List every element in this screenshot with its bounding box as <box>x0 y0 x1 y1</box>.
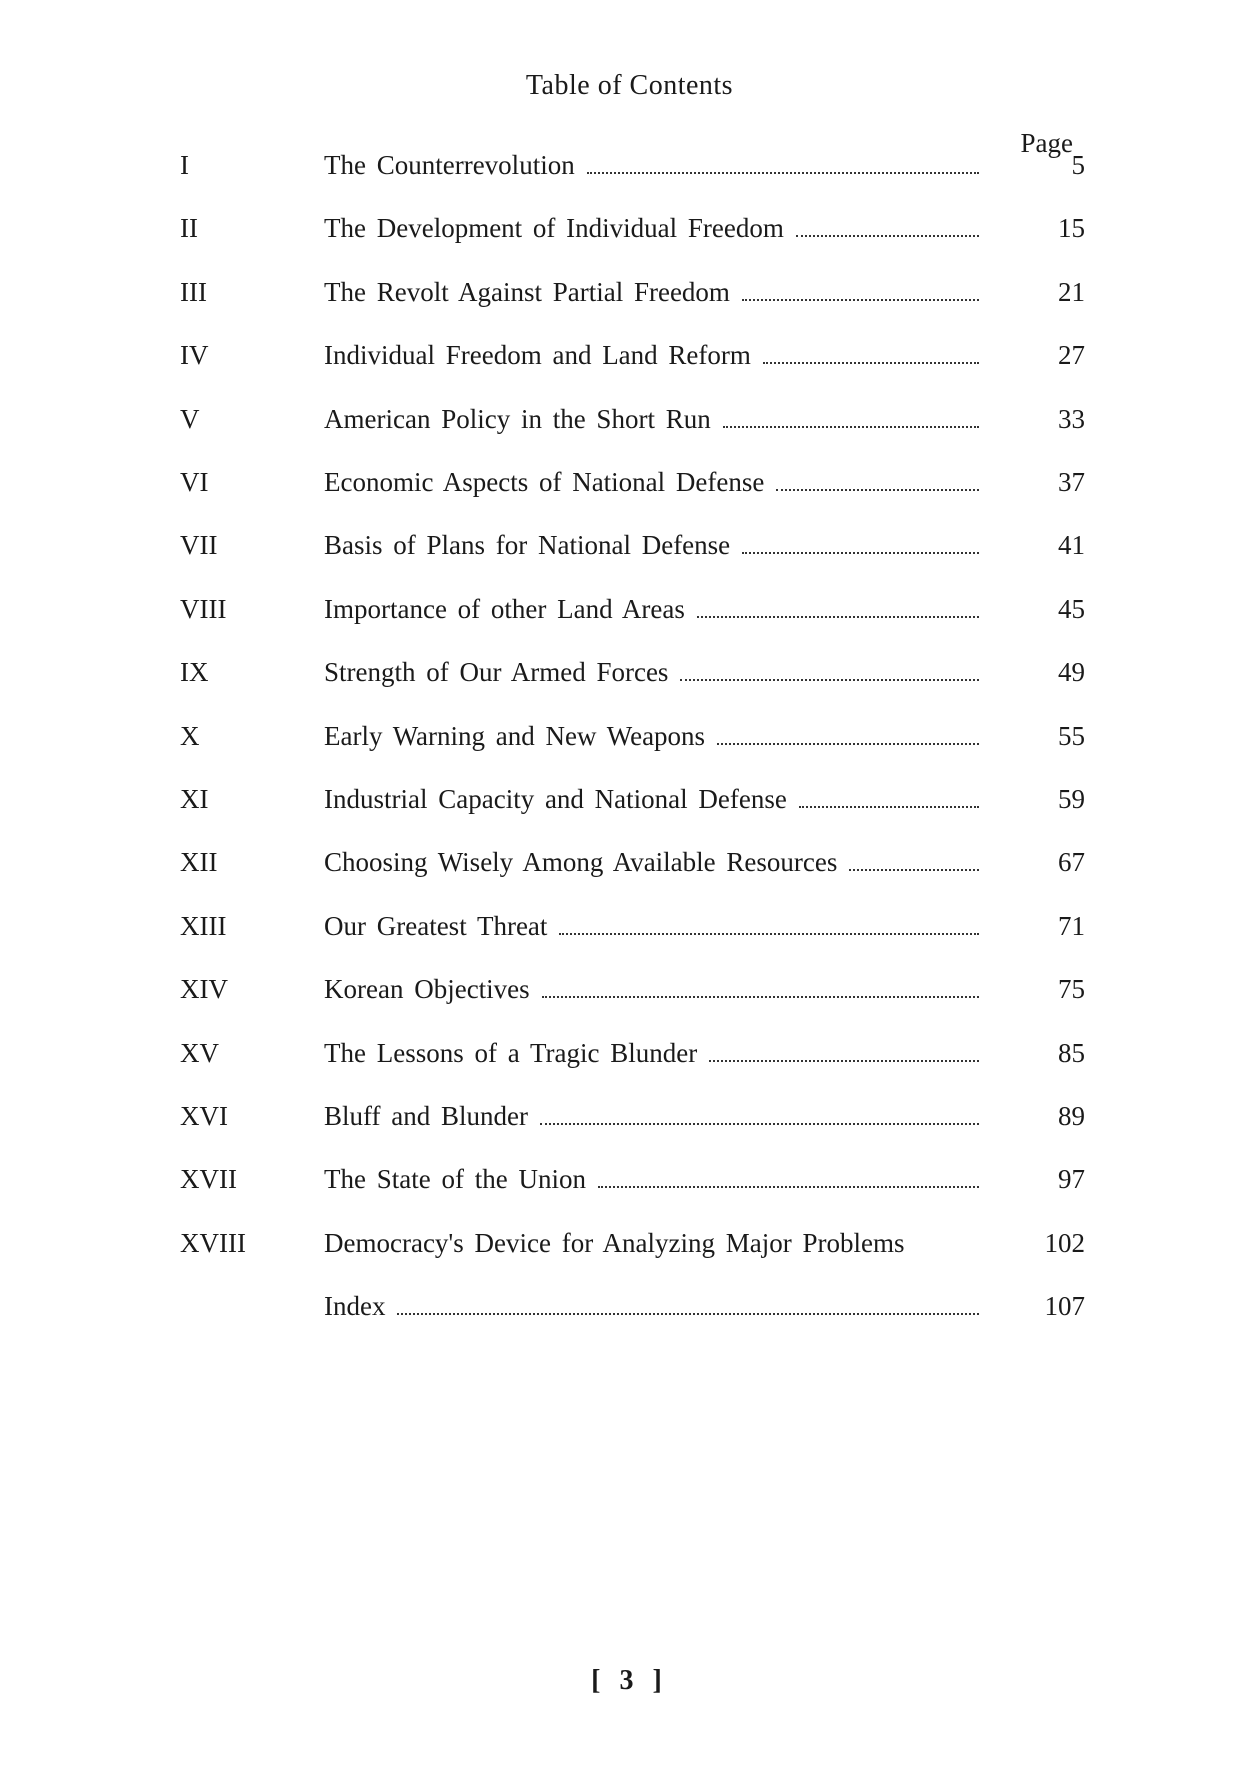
chapter-page-number: 45 <box>1058 593 1085 624</box>
toc-entry <box>0 779 1259 819</box>
toc-entry <box>0 399 1259 439</box>
chapter-title-with-leader <box>324 208 979 248</box>
chapter-numeral: VIII <box>180 593 227 624</box>
chapter-numeral: XVIII <box>180 1227 246 1258</box>
chapter-title-with-leader <box>324 589 979 629</box>
chapter-page-number: 75 <box>1058 974 1085 1005</box>
dot-leader <box>776 488 979 491</box>
dot-leader <box>742 298 979 301</box>
dot-leader <box>587 171 979 174</box>
chapter-numeral: XIV <box>180 974 228 1005</box>
dot-leader <box>397 1312 979 1315</box>
chapter-numeral: V <box>180 403 200 434</box>
chapter-numeral: XI <box>180 784 209 814</box>
chapter-title: The Revolt Against Partial Freedom <box>324 276 730 307</box>
chapter-title: Industrial Capacity and National Defense <box>324 784 787 814</box>
chapter-title: American Policy in the Short Run <box>324 403 711 434</box>
toc-entry <box>0 1223 1259 1263</box>
chapter-title: Early Warning and New Weapons <box>324 720 706 751</box>
chapter-page-number: 33 <box>1058 403 1085 434</box>
chapter-title-with-leader <box>324 462 979 502</box>
chapter-numeral: XV <box>180 1037 219 1068</box>
chapter-page-number: 15 <box>1058 213 1085 244</box>
toc-entry <box>0 1096 1259 1136</box>
chapter-title: The Lessons of a Tragic Blunder <box>324 1037 698 1068</box>
chapter-title: Individual Freedom and Land Reform <box>324 340 751 371</box>
chapter-numeral: IX <box>180 657 209 688</box>
chapter-title-with-leader <box>324 1223 979 1263</box>
toc-entry <box>0 652 1259 692</box>
chapter-title: Our Greatest Threat <box>324 910 548 941</box>
chapter-page-number: 41 <box>1058 530 1085 561</box>
dot-leader <box>540 1122 979 1125</box>
chapter-title-with-leader <box>324 272 979 312</box>
chapter-title-with-leader <box>324 779 979 819</box>
toc-entry <box>0 272 1259 312</box>
chapter-title: Democracy's Device for Analyzing Major Problems <box>324 1227 905 1258</box>
chapter-title: The State of the Union <box>324 1164 586 1195</box>
dot-leader <box>697 615 979 618</box>
chapter-title-with-leader <box>324 906 979 946</box>
toc-entry <box>0 1159 1259 1199</box>
dot-leader <box>742 551 979 554</box>
toc-entry <box>0 1033 1259 1073</box>
page-title: Table of Contents <box>525 70 734 101</box>
chapter-numeral: X <box>180 720 200 751</box>
chapter-title: Korean Objectives <box>324 974 530 1005</box>
chapter-page-number: 85 <box>1058 1037 1085 1068</box>
chapter-title: Index <box>324 1291 386 1322</box>
toc-entry <box>0 716 1259 756</box>
chapter-page-number: 67 <box>1058 847 1085 878</box>
chapter-title-with-leader <box>324 652 979 692</box>
chapter-numeral: VI <box>180 467 209 497</box>
chapter-title-with-leader <box>324 145 979 185</box>
dot-leader <box>680 678 979 681</box>
chapter-numeral: VII <box>180 530 218 561</box>
dot-leader <box>763 361 979 364</box>
chapter-page-number: 102 <box>1044 1227 1085 1258</box>
dot-leader <box>598 1185 979 1188</box>
chapter-page-number: 107 <box>1044 1291 1085 1322</box>
chapter-page-number: 21 <box>1058 276 1085 307</box>
chapter-page-number: 5 <box>1071 150 1085 180</box>
toc-entry <box>0 335 1259 375</box>
chapter-title-with-leader <box>324 716 979 756</box>
chapter-numeral: I <box>180 150 189 180</box>
chapter-title-with-leader <box>324 1033 979 1073</box>
chapter-numeral: XIII <box>180 910 227 941</box>
chapter-page-number: 27 <box>1058 340 1085 371</box>
chapter-title: Basis of Plans for National Defense <box>324 530 731 561</box>
chapter-page-number: 55 <box>1058 720 1085 751</box>
chapter-title-with-leader <box>324 1159 979 1199</box>
chapter-page-number: 71 <box>1058 910 1085 941</box>
chapter-numeral: II <box>180 213 198 244</box>
dot-leader <box>723 425 979 428</box>
chapter-page-number: 37 <box>1058 467 1085 497</box>
chapter-numeral: XII <box>180 847 218 878</box>
chapter-page-number: 97 <box>1058 1164 1085 1195</box>
dot-leader <box>717 742 979 745</box>
chapter-numeral: IV <box>180 340 209 371</box>
chapter-title: The Development of Individual Freedom <box>324 213 784 244</box>
chapter-page-number: 89 <box>1058 1101 1085 1131</box>
toc-entry <box>0 969 1259 1009</box>
chapter-title-with-leader <box>324 1096 979 1136</box>
chapter-title-with-leader <box>324 842 979 882</box>
chapter-page-number: 59 <box>1058 784 1085 814</box>
toc-entry <box>0 589 1259 629</box>
dot-leader <box>542 995 979 998</box>
toc-entry <box>0 1286 1259 1326</box>
chapter-title: The Counterrevolution <box>324 150 575 180</box>
chapter-title-with-leader <box>324 525 979 565</box>
chapter-title: Choosing Wisely Among Available Resources <box>324 847 838 878</box>
dot-leader <box>796 234 979 237</box>
page-column-heading: Page <box>1020 128 1073 158</box>
chapter-title: Importance of other Land Areas <box>324 593 685 624</box>
toc-entry <box>0 525 1259 565</box>
chapter-numeral: XVII <box>180 1164 237 1195</box>
toc-entry <box>0 208 1259 248</box>
chapter-numeral: III <box>180 276 207 307</box>
dot-leader <box>709 1059 979 1062</box>
chapter-title: Bluff and Blunder <box>324 1101 528 1131</box>
chapter-title: Strength of Our Armed Forces <box>324 657 669 688</box>
page-number-footer: [ 3 ] <box>591 1665 668 1696</box>
toc-entry <box>0 842 1259 882</box>
dot-leader <box>559 932 979 935</box>
chapter-page-number: 49 <box>1058 657 1085 688</box>
toc-entry <box>0 462 1259 502</box>
chapter-title-with-leader <box>324 335 979 375</box>
chapter-title-with-leader <box>324 969 979 1009</box>
chapter-title-with-leader <box>324 399 979 439</box>
toc-entry <box>0 906 1259 946</box>
chapter-title: Economic Aspects of National Defense <box>324 467 765 497</box>
dot-leader <box>799 805 979 808</box>
chapter-title-with-leader <box>324 1286 979 1326</box>
dot-leader <box>849 868 979 871</box>
chapter-numeral: XVI <box>180 1101 228 1131</box>
toc-entry <box>0 145 1259 185</box>
